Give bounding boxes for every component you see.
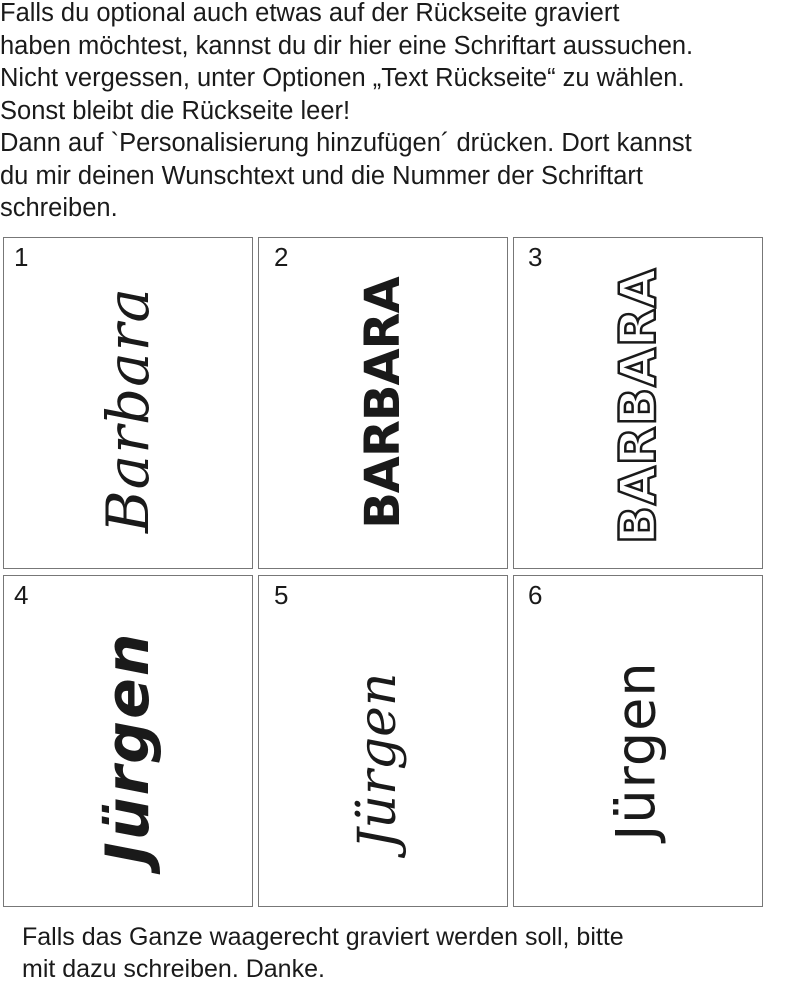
font-sample-text: Jürgen	[93, 631, 163, 865]
font-number: 6	[528, 580, 543, 610]
font-sample-3	[513, 237, 763, 569]
outro-line: Falls das Ganze waagerecht graviert werden soll, bitte	[22, 923, 624, 951]
intro-line: schreiben.	[0, 194, 118, 222]
font-sample-grid	[3, 237, 765, 907]
font-sample-text: BARBARA	[609, 268, 667, 545]
font-sample-2	[258, 237, 508, 569]
font-sample-6	[513, 575, 763, 907]
font-sample-text: BARBARA	[355, 277, 411, 529]
font-sample-text: Jürgen	[348, 672, 409, 850]
intro-line: Nicht vergessen, unter Optionen „Text Rückseite“ zu wählen.	[0, 64, 685, 92]
font-sample-4	[3, 575, 253, 907]
font-sample-5	[258, 575, 508, 907]
outro-text	[22, 921, 782, 985]
intro-line: Falls du optional auch etwas auf der Rückseite graviert	[0, 0, 620, 27]
intro-text	[0, 0, 794, 225]
font-number: 2	[274, 242, 289, 272]
font-sample-text: Barbara	[94, 286, 162, 533]
outro-line: mit dazu schreiben. Danke.	[22, 955, 325, 983]
font-number: 3	[528, 242, 543, 272]
intro-line: Dann auf `Personalisierung hinzufügen´ drücken. Dort kannst	[0, 129, 692, 157]
font-sample-1	[3, 237, 253, 569]
intro-line: Sonst bleibt die Rückseite leer!	[0, 96, 351, 125]
font-number: 4	[14, 580, 29, 610]
font-number: 5	[274, 580, 289, 610]
font-number: 1	[14, 242, 29, 272]
font-sample-text: Jürgen	[604, 661, 668, 841]
intro-line: du mir deinen Wunschtext und die Nummer der Schriftart	[0, 161, 643, 190]
intro-line: haben möchtest, kannst du dir hier eine Schriftart aussuchen.	[0, 31, 694, 60]
